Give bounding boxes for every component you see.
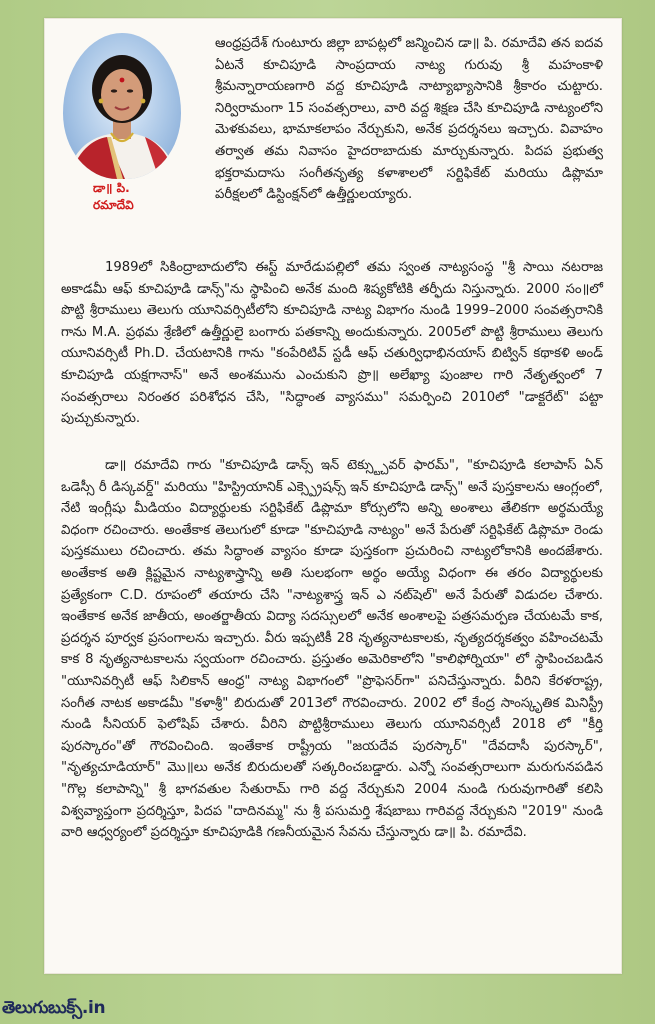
paragraph-1-block [215, 33, 603, 206]
paragraph-2-block [61, 257, 603, 430]
book-page [44, 18, 622, 974]
portrait-caption: డా॥ పి. రమాదేవి [93, 181, 134, 212]
paragraph-3: డా॥ రమాదేవి గారు "కూచిపూడి డాన్స్ ఇన్ టెక్స్ట్చువర్ ఫారమ్", "కూచిపూడి కలాపాస్ ఏన్ ఒడెస్సీ రీ డిస్కవర్డ్" మరియు "హిస్ట్రియానిక్ ఎక్స్ప్రెషన్స్ ఇన్ కూచిపూడి డాన్స్" అనే పుస్తకాలను ఆంగ్లంలో, నేటి ఇంగ్లీషు మీడియం విద్యార్థులకు సర్టిఫికేట్ డిప్లొమా కోర్సులోని అన్ని అంశాలు తేలికగా అర్థమయ్యే విధంగా రచించారు. అంతేకాక తెలుగులో కూడా "కూచిపూడి నాట్యం" అనే పేరుతో సర్టిఫికేట్ డిప్లొమా రెండు పుస్తకములు రచించారు. తమ సిద్ధాంత వ్యాసం కూడా పుస్తకంగా ప్రచురించి నాట్యలోకానికి అందజేశారు. అంతేకాక అతి క్లిష్టమైన నాట్యశాస్త్రాన్ని అతి సులభంగా అర్థం అయ్యే విధంగా ఈ తరం విద్యార్థులకు ప్రత్యేకంగా C.D. రూపంలో తయారు చేసి "నాట్యశాస్త్ర ఇన్ ఎ నట్‌షెల్" అనే పేరుతో విడుదల చేశారు. ఇంతేకాక అనేక జాతీయ, అంతర్జాతీయ విద్యా సదస్సులలో అనేక అంశాలపై పత్రసమర్పణ చేయటమే కాక, ప్రదర్శన పూర్వక ప్రసంగాలను ఇచ్చారు. వీరు ఇప్పటికీ 28 నృత్యనాటకాలకు, నృత్యదర్శకత్వం వహించటమే కాక 8 నృత్యనాటకాలను స్వయంగా రచించారు. ప్రస్తుతం అమెరికాలోని "కాలిఫోర్నియా" లో స్థాపించబడిన "యూనివర్సిటీ ఆఫ్ సిలికాన్ ఆంధ్ర" నాట్య విభాగంలో "ప్రొఫెసర్‌గా" పనిచేస్తున్నారు. వీరిని కేరళరాష్ట్ర, సంగీత నాటక అకాడమీ "కళాశ్రీ" బిరుదుతో 2013లో గౌరవించారు. 2002 లో కేంద్ర సాంస్కృతిక మినిస్ట్రీ నుండి సీనియర్ ఫెలోషిప్ చేశారు. వీరిని పొట్టిశ్రీరాములు తెలుగు యూనివర్సిటీ 2018 లో "కీర్తి పురస్కారం"తో గౌరవించింది. ఇంతేకాక రాష్ట్రీయ "జయదేవ పురస్కార్" "దేవదాసీ పురస్కార్", "నృత్యచూడియార్" మొ॥లు అనేక బిరుదులతో సత్కరించబడ్డారు. ఎన్నో సంవత్సరాలుగా మరుగునపడిన "గొల్ల కలాపాన్ని" శ్రీ భాగవతుల సేతురామ్ గారి వద్ద నేర్చుకుని 2004 నుండి గురువుగారితో కలిసి విశ్వవ్యాప్తంగా ప్రదర్శిస్తూ, పిదప "దాదినమ్మ" ను శ్రీ పసుమర్తి శేషబాబు గారివద్ద నేర్చుకుని "2019" నుండి వారి ఆధ్వర్యంలో ప్రదర్శిస్తూ కూచిపూడికి గణనీయమైన సేవను చేస్తున్నారు డా॥ పి. రమాదేవి. [61, 458, 603, 841]
watermark-logo: తెలుగుబుక్స్.in [2, 998, 106, 1018]
page-text [45, 19, 621, 973]
paragraph-3-block [61, 455, 603, 844]
paragraph-1: ఆంధ్రప్రదేశ్ గుంటూరు జిల్లా బాపట్లలో జన్మించిన డా॥ పి. రమాదేవి తన ఐదవ ఏటనే కూచిపూడి సాంప్రదాయ నాట్య గురువు శ్రీ మహంకాళి శ్రీమన్నారాయణగారి వద్ద కూచిపూడి నాట్యాభ్యాసానికి శ్రీకారం చుట్టారు. నిర్విరామంగా 15 సంవత్సరాలు, వారి వద్ద శిక్షణ చేసి కూచిపూడి నాట్యంలోని మెళకువలు, భామాకలాపం నేర్చుకుని, అనేక ప్రదర్శనలు ఇచ్చారు. వివాహం తర్వాత తమ నివాసం హైదరాబాదుకు మార్చుకున్నారు. పిదప ప్రభుత్వ భక్తరామదాసు సంగీతనృత్య కళాశాలలో సర్టిఫికేట్ మరియు డిప్లొమా పరీక్షలలో డిస్టింక్షన్‌లో ఉత్తీర్ణులయ్యారు. [215, 36, 603, 203]
paragraph-2: 1989లో సికింద్రాబాదులోని ఈస్ట్ మారేడుపల్లిలో తమ స్వంత నాట్యసంస్థ "శ్రీ సాయి నటరాజ అకాడమీ ఆఫ్ కూచిపూడి డాన్స్"ను స్థాపించి అనేక మంది శిష్యకోటికి తర్ఫీదు నిస్తున్నారు. 2000 సం॥లో పొట్టి శ్రీరాములు తెలుగు యూనివర్సిటీలోని కూచిపూడి నాట్య విభాగం నుండి 1999–2000 సంవత్సరానికి గాను M.A. ప్రథమ శ్రేణిలో ఉత్తీర్ణులై బంగారు పతకాన్ని అందుకున్నారు. 2005లో పొట్టి శ్రీరాములు తెలుగు యూనివర్సిటీ Ph.D. చేయటానికి గాను "కంపేరిటివ్ స్టడీ ఆఫ్ చతుర్విధాభినయాస్ బిట్విన్ కథాకళి అండ్ కూచిపూడి యక్షగానాస్" అనే అంశమును ఎంచుకుని ప్రొ॥ అలేఖ్యా పుంజాల గారి నేతృత్వంలో 7 సంవత్సరాలు నిరంతర పరిశోధన చేసి, "సిద్ధాంత వ్యాసము" సమర్పించి 2010లో "డాక్టరేట్" పట్టా పుచ్చుకున్నారు. [61, 260, 603, 427]
